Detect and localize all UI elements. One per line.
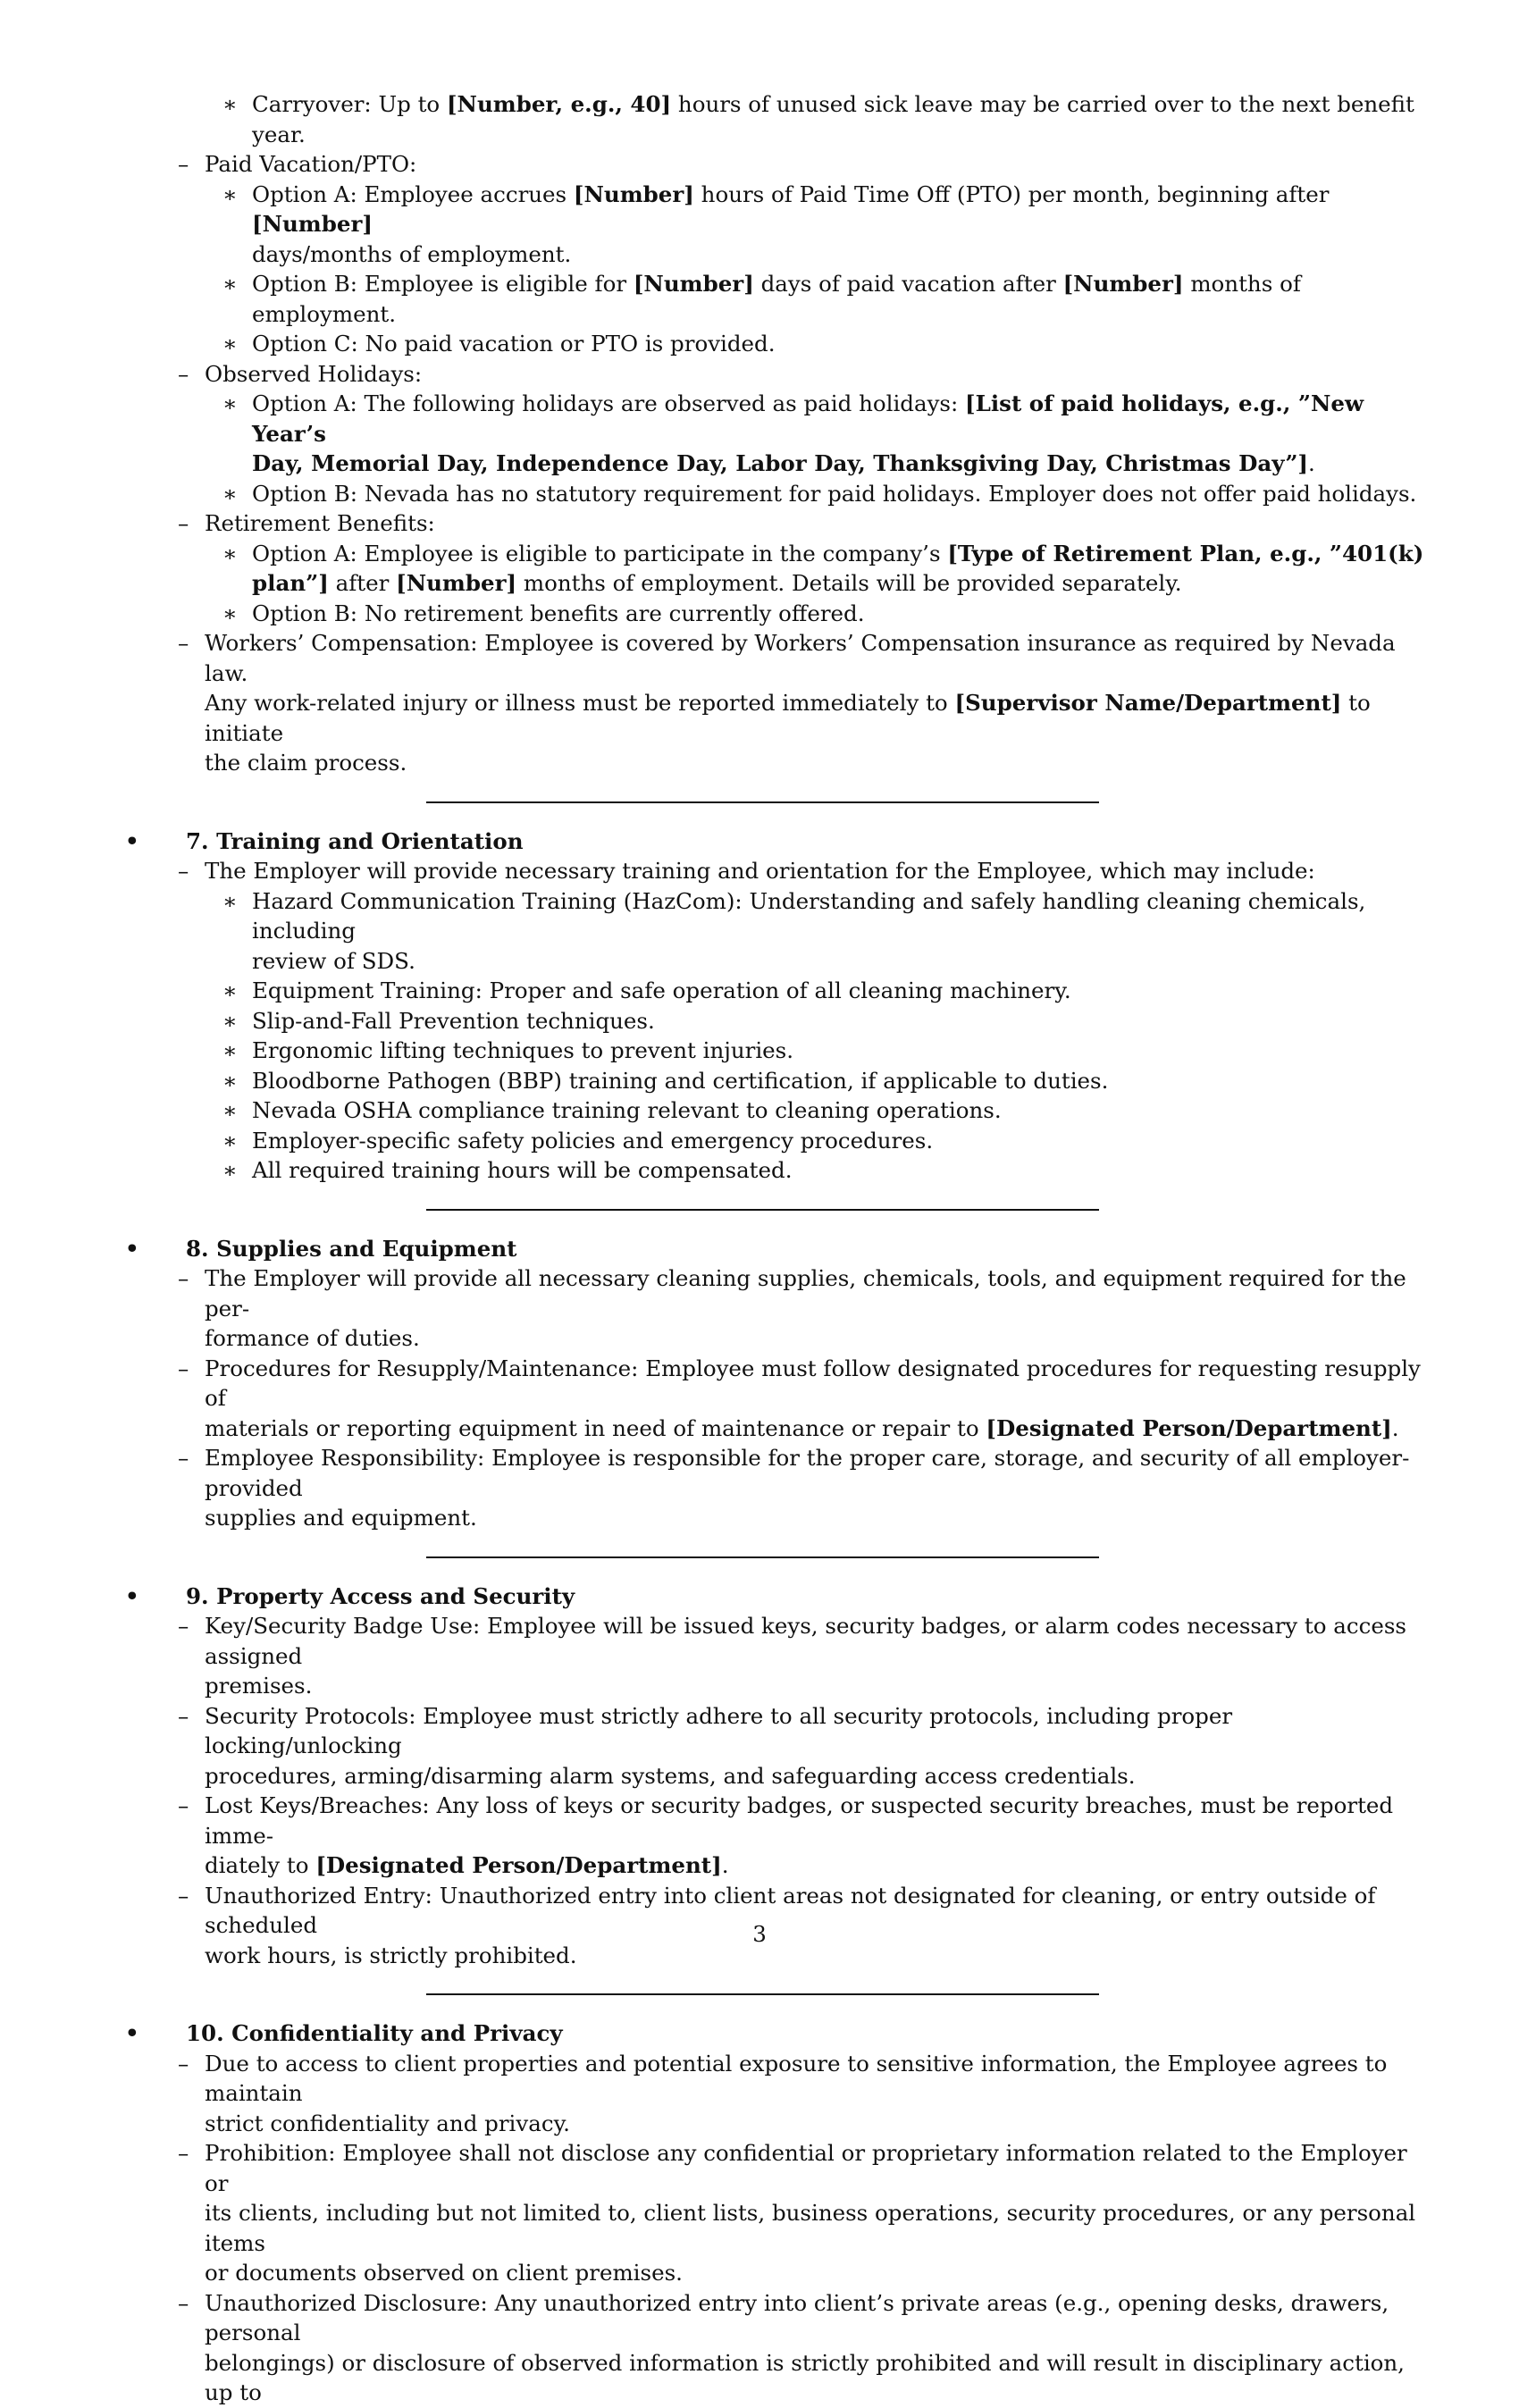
text: hours of Paid Time Off (PTO) per month, beginning after xyxy=(693,180,1330,207)
placeholder-field: [Designated Person/Department] xyxy=(986,1414,1392,1441)
resupply-item xyxy=(116,1354,1431,1414)
text: Retirement Benefits: xyxy=(205,510,435,536)
text: supplies and equipment. xyxy=(205,1505,477,1531)
placeholder-field: [Number, e.g., 40] xyxy=(446,91,672,117)
section-title: 9. Property Access and Security xyxy=(186,1582,575,1609)
text: . xyxy=(721,1852,729,1878)
dash-marker: – xyxy=(178,1613,189,1639)
holidays-option-a-item xyxy=(116,389,1431,449)
text: The Employer will provide necessary training and orientation for the Employee, which may include: xyxy=(205,858,1315,884)
placeholder-field: [Number] xyxy=(633,271,754,297)
text: Option B: Employee is eligible for xyxy=(252,271,634,297)
prohibition-item-cont xyxy=(116,2198,1431,2258)
text: diately to xyxy=(205,1852,316,1878)
sick-leave-carryover-item xyxy=(116,89,1431,149)
workers-comp-item-cont xyxy=(116,688,1431,748)
text: Key/Security Badge Use: Employee will be issued keys, security badges, or alarm codes necessary to access assigned xyxy=(205,1613,1406,1669)
star-marker: ∗ xyxy=(222,1127,238,1154)
placeholder-field: [Supervisor Name/Department] xyxy=(954,690,1342,716)
star-marker: ∗ xyxy=(222,1037,238,1063)
star-marker: ∗ xyxy=(222,180,238,207)
text: formance of duties. xyxy=(205,1325,420,1351)
dash-marker: – xyxy=(178,630,189,656)
training-list-item xyxy=(116,1006,1431,1036)
placeholder-field: [Number] xyxy=(252,211,373,237)
pto-heading-item xyxy=(116,149,1431,180)
text: Lost Keys/Breaches: Any loss of keys or security badges, or suspected security breaches, must be reported imme- xyxy=(205,1792,1394,1849)
text: months of employment. Details will be provided separately. xyxy=(516,570,1182,596)
training-intro-item xyxy=(116,856,1431,886)
text: Option B: Nevada has no statutory requirement for paid holidays. Employer does not offer paid holidays. xyxy=(252,480,1417,507)
text: review of SDS. xyxy=(252,947,415,974)
dash-marker: – xyxy=(178,1702,189,1729)
star-marker: ∗ xyxy=(222,977,238,1003)
responsibility-item xyxy=(116,1443,1431,1503)
text: belongings) or disclosure of observed information is strictly prohibited and will result in disciplinary action, up to xyxy=(205,2349,1405,2405)
section-divider xyxy=(426,801,1099,803)
holidays-heading-item xyxy=(116,359,1431,390)
text: to initiate xyxy=(205,690,1371,746)
pto-option-a-item-cont xyxy=(116,239,1431,270)
dash-marker: – xyxy=(178,510,189,536)
pto-option-a-item xyxy=(116,180,1431,239)
workers-comp-item-cont xyxy=(116,748,1431,778)
text: procedures, arming/disarming alarm systems, and safeguarding access credentials. xyxy=(205,1762,1136,1789)
section-divider xyxy=(426,1209,1099,1211)
retirement-heading-item xyxy=(116,508,1431,539)
placeholder-field: [Number] xyxy=(1062,271,1184,297)
text: Hazard Communication Training (HazCom): Understanding and safely handling cleaning chemicals, including xyxy=(252,887,1366,944)
dash-marker: – xyxy=(178,2140,189,2166)
text: Any work-related injury or illness must be reported immediately to xyxy=(205,690,955,716)
text: Employer-specific safety policies and emergency procedures. xyxy=(252,1127,934,1154)
holidays-option-b-item xyxy=(116,479,1431,509)
dash-marker: – xyxy=(178,1882,189,1909)
training-list-item xyxy=(116,886,1431,946)
star-marker: ∗ xyxy=(222,271,238,297)
text: Due to access to client properties and potential exposure to sensitive information, the Employee agrees to maintain xyxy=(205,2050,1388,2106)
confidentiality-item xyxy=(116,2049,1431,2109)
text: Nevada OSHA compliance training relevant to cleaning operations. xyxy=(252,1097,1002,1123)
text: days of paid vacation after xyxy=(753,271,1063,297)
badge-use-item xyxy=(116,1611,1431,1671)
training-list-item xyxy=(116,1155,1431,1186)
lost-keys-item-cont xyxy=(116,1850,1431,1881)
dash-marker: – xyxy=(178,858,189,884)
section-divider xyxy=(426,1993,1099,1995)
text: Paid Vacation/PTO: xyxy=(205,151,417,177)
section-heading-confidentiality xyxy=(116,2018,1431,2049)
training-list-item xyxy=(116,1095,1431,1126)
text: work hours, is strictly prohibited. xyxy=(205,1942,577,1968)
dash-marker: – xyxy=(178,2289,189,2316)
text: All required training hours will be compensated. xyxy=(252,1157,793,1183)
placeholder-field: plan”] xyxy=(252,570,329,596)
text: Procedures for Resupply/Maintenance: Employee must follow designated procedures for requesting resupply of xyxy=(205,1355,1421,1411)
star-marker: ∗ xyxy=(222,1097,238,1123)
text: Workers’ Compensation: Employee is covered by Workers’ Compensation insurance as required by Nevada law. xyxy=(205,630,1396,686)
dash-marker: – xyxy=(178,1355,189,1381)
section-heading-supplies xyxy=(116,1234,1431,1264)
text: Option C: No paid vacation or PTO is provided. xyxy=(252,331,776,357)
text: the claim process. xyxy=(205,750,407,776)
section-title: 7. Training and Orientation xyxy=(186,827,524,854)
training-list-item xyxy=(116,976,1431,1006)
bullet-marker: • xyxy=(125,827,139,854)
disclosure-item-cont xyxy=(116,2348,1431,2408)
section-divider xyxy=(426,1556,1099,1558)
dash-marker: – xyxy=(178,151,189,177)
star-marker: ∗ xyxy=(222,1067,238,1094)
text: Observed Holidays: xyxy=(205,360,423,387)
holidays-option-a-item-cont xyxy=(116,449,1431,479)
bullet-marker: • xyxy=(125,2020,139,2046)
training-list-item xyxy=(116,1036,1431,1066)
dash-marker: – xyxy=(178,360,189,387)
training-list-item-cont xyxy=(116,946,1431,977)
page-content xyxy=(116,89,1431,2408)
text: Ergonomic lifting techniques to prevent injuries. xyxy=(252,1037,794,1063)
text: Unauthorized Disclosure: Any unauthorized entry into client’s private areas (e.g., opening desks, drawers, personal xyxy=(205,2289,1389,2345)
supplies-item-cont xyxy=(116,1323,1431,1354)
bullet-marker: • xyxy=(125,1235,139,1262)
section-heading-security xyxy=(116,1582,1431,1612)
placeholder-field: [Designated Person/Department] xyxy=(315,1852,722,1878)
text: Bloodborne Pathogen (BBP) training and certification, if applicable to duties. xyxy=(252,1067,1109,1094)
text: Option A: Employee accrues xyxy=(252,180,574,207)
training-list-item xyxy=(116,1066,1431,1096)
star-marker: ∗ xyxy=(222,887,238,914)
text: Security Protocols: Employee must strictly adhere to all security protocols, including proper locking/unlocking xyxy=(205,1702,1233,1758)
workers-comp-item xyxy=(116,628,1431,688)
text: or documents observed on client premises. xyxy=(205,2260,683,2286)
star-marker: ∗ xyxy=(222,480,238,507)
dash-marker: – xyxy=(178,1445,189,1471)
text: The Employer will provide all necessary cleaning supplies, chemicals, tools, and equipment required for the per- xyxy=(205,1265,1406,1321)
bullet-marker: • xyxy=(125,1582,139,1609)
dash-marker: – xyxy=(178,1792,189,1818)
text: its clients, including but not limited to, client lists, business operations, security procedures, or any personal items xyxy=(205,2200,1416,2256)
security-protocols-item-cont xyxy=(116,1761,1431,1791)
star-marker: ∗ xyxy=(222,1157,238,1183)
placeholder-field: [Number] xyxy=(396,570,517,596)
text: Carryover: Up to xyxy=(252,91,447,117)
text: premises. xyxy=(205,1673,313,1699)
placeholder-field: [Number] xyxy=(573,180,694,207)
prohibition-item xyxy=(116,2138,1431,2198)
resupply-item-cont xyxy=(116,1414,1431,1444)
lost-keys-item xyxy=(116,1791,1431,1850)
text: . xyxy=(1391,1414,1399,1441)
prohibition-item-cont xyxy=(116,2258,1431,2288)
star-marker: ∗ xyxy=(222,390,238,416)
text: hours of unused sick leave may be carried over to the next benefit year. xyxy=(252,91,1414,147)
dash-marker: – xyxy=(178,2050,189,2077)
text: Unauthorized Entry: Unauthorized entry into client areas not designated for cleaning, or entry outside of scheduled xyxy=(205,1882,1376,1938)
star-marker: ∗ xyxy=(222,600,238,626)
section-title: 10. Confidentiality and Privacy xyxy=(186,2020,563,2046)
star-marker: ∗ xyxy=(222,1007,238,1034)
responsibility-item-cont xyxy=(116,1503,1431,1533)
disclosure-item xyxy=(116,2288,1431,2348)
text: Employee Responsibility: Employee is responsible for the proper care, storage, and security of all employer-provided xyxy=(205,1445,1410,1501)
training-list-item xyxy=(116,1126,1431,1156)
badge-use-item-cont xyxy=(116,1671,1431,1701)
security-protocols-item xyxy=(116,1701,1431,1761)
text: materials or reporting equipment in need of maintenance or repair to xyxy=(205,1414,986,1441)
text: strict confidentiality and privacy. xyxy=(205,2110,570,2136)
dash-marker: – xyxy=(178,1265,189,1291)
section-title: 8. Supplies and Equipment xyxy=(186,1235,517,1262)
placeholder-field: Day, Memorial Day, Independence Day, Labor Day, Thanksgiving Day, Christmas Day”] xyxy=(252,450,1309,476)
star-marker: ∗ xyxy=(222,331,238,357)
confidentiality-item-cont xyxy=(116,2109,1431,2139)
text: Equipment Training: Proper and safe operation of all cleaning machinery. xyxy=(252,977,1071,1003)
retirement-option-a-item-cont xyxy=(116,568,1431,599)
retirement-option-b-item xyxy=(116,599,1431,629)
text: Option A: The following holidays are observed as paid holidays: xyxy=(252,390,966,416)
text: Slip-and-Fall Prevention techniques. xyxy=(252,1007,655,1034)
retirement-option-a-item xyxy=(116,539,1431,569)
star-marker: ∗ xyxy=(222,91,238,117)
text: Option A: Employee is eligible to participate in the company’s xyxy=(252,540,948,566)
placeholder-field: [Type of Retirement Plan, e.g., ”401(k) xyxy=(947,540,1424,566)
section-heading-training xyxy=(116,826,1431,857)
text: months of employment. xyxy=(252,271,1301,327)
text: . xyxy=(1308,450,1315,476)
text: Option B: No retirement benefits are currently offered. xyxy=(252,600,865,626)
page-number: 3 xyxy=(752,1921,767,1947)
pto-option-c-item xyxy=(116,329,1431,359)
text: after xyxy=(328,570,397,596)
pto-option-b-item xyxy=(116,269,1431,329)
supplies-item xyxy=(116,1263,1431,1323)
placeholder-field: [List of paid holidays, e.g., ”New Year’s xyxy=(252,390,1364,447)
text: Prohibition: Employee shall not disclose any confidential or proprietary information related to the Employer or xyxy=(205,2140,1407,2196)
text: days/months of employment. xyxy=(252,240,572,267)
star-marker: ∗ xyxy=(222,540,238,566)
